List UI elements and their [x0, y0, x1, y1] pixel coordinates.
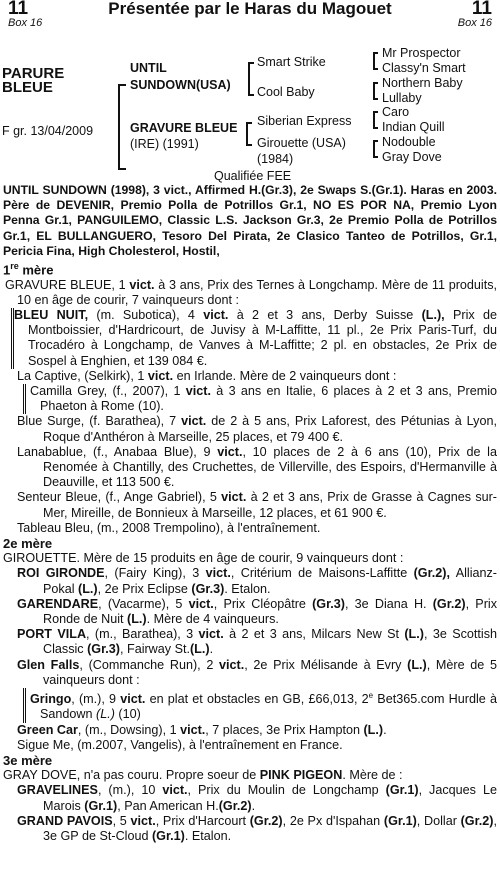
- produce-roi-gironde: ROI GIRONDE, (Fairy King), 3 vict., Critérium de Maisons-Laffitte (Gr.2), Allianz-Pokal (L.), 2e Prix Eclipse (Gr.3). Etalon.: [17, 566, 497, 596]
- bracket-line: [248, 94, 254, 96]
- g3-ancestor: Lullaby: [382, 91, 422, 105]
- bracket-line: [248, 62, 250, 96]
- section-second-dam: 2e mère: [3, 536, 53, 551]
- lot-number-right: 11: [471, 0, 492, 19]
- bracket-line: [373, 82, 375, 99]
- bracket-line: [373, 98, 378, 100]
- dam-origin: (IRE) (1991): [130, 137, 199, 151]
- g3-ancestor: Indian Quill: [382, 120, 445, 134]
- produce-lanabablue: Lanabablue, (f., Anabaa Blue), 9 vict., 10 places de 2 à 6 ans (10), Prix de la Renomée à Chantilly, des Cruchettes, de Villerville, des Espoirs, d'Hermanville à Deauville, et 113 500 €.: [17, 444, 497, 490]
- produce-camilla-grey: Camilla Grey, (f., 2007), 1 vict. à 3 ans en Italie, 6 places à 2 et 3 ans, Premio Phaeton à Rome (10).: [30, 383, 497, 414]
- produce-sigue-me: Sigue Me, (m.2007, Vangelis), à l'entraînement en France.: [17, 737, 343, 752]
- bracket-line: [373, 82, 378, 84]
- bracket-line: [373, 127, 378, 129]
- bracket-line: [373, 140, 378, 142]
- bracket-line: [373, 52, 378, 54]
- first-dam-entry: GRAVURE BLEUE, 1 vict. à 3 ans, Prix des Ternes à Longchamp. Mère de 11 produits, 10 en âge de courir, 7 vainqueurs dont :: [5, 277, 497, 307]
- produce-gringo: Gringo, (m.), 9 vict. en plat et obstacles en GB, £66,013, 2e Bet365.com Hurdle à Sandown (L.) (10): [30, 691, 497, 722]
- produce-port-vila: PORT VILA, (m., Barathea), 3 vict. à 2 et 3 ans, Milcars New St (L.), 3e Scottish Classic (Gr.3), Fairway St.(L.).: [17, 627, 497, 657]
- section-third-dam: 3e mère: [3, 753, 53, 769]
- produce-la-captive: La Captive, (Selkirk), 1 vict. en Irlande. Mère de 2 vainqueurs dont :: [17, 368, 397, 383]
- box-label-right: Box 16: [457, 17, 492, 29]
- sire-summary: UNTIL SUNDOWN (1998), 3 vict., Affirmed H.(Gr.3), 2e Swaps S.(Gr.1). Haras en 2003. Père de DEVENIR, Premio Polla de Potrillos Gr.1, NO ES POR NA, Premio Lyon Penna Gr.1, PANGUILEMO, Classic L.S. Jackson Gr.3, 2e Premio Polla de Potrillos Gr.1, EL BULLANGUERO, Tesoro Del Pirata, 2e Clasico Tanteo de Potrillos, Gr.1, Pericia Fina, High Cholesterol, Hostil,: [3, 183, 497, 258]
- third-dam-entry: GRAY DOVE, n'a pas couru. Propre soeur de PINK PIGEON. Mère de :: [3, 768, 403, 783]
- bracket-line: [373, 140, 375, 157]
- produce-tableau-bleu: Tableau Bleu, (m., 2008 Trempolino), à l'entraînement.: [17, 520, 321, 535]
- g3-ancestor: Caro: [382, 105, 410, 119]
- catalogue-body: [3, 183, 497, 844]
- bracket-line: [118, 84, 120, 170]
- g3-ancestor: Nodouble: [382, 135, 436, 149]
- catalogue-header: [8, 0, 492, 34]
- bracket-line: [118, 84, 126, 86]
- bracket-line: [373, 52, 375, 69]
- dam-name: GRAVURE BLEUE: [130, 121, 238, 135]
- produce-bleu-nuit: BLEU NUIT, (m. Subotica), 4 vict. à 2 et 3 ans, Derby Suisse (L.), Prix de Montboissier, d'Hardricourt, de Juvisy à M-Laffitte, 11 pl., 2e Prix Paris-Turf, du Trocadéro à Longchamp, de Vanves à M-Laffitte; 2 pl. en obstacles, 2e Prix de Sospel à Enghien, et 139 084 €.: [14, 307, 497, 368]
- g3-ancestor: Classy'n Smart: [382, 61, 466, 75]
- produce-glen-falls: Glen Falls, (Commanche Run), 2 vict., 2e Prix Mélisande à Evry (L.), Mère de 5 vainqueurs dont :: [17, 657, 497, 687]
- dam-sire: Siberian Express: [257, 114, 352, 128]
- produce-garendare: GARENDARE, (Vacarme), 5 vict., Prix Cléopâtre (Gr.3), 3e Diana H. (Gr.2), Prix Ronde de Nuit (L.). Mère de 4 vainqueurs.: [17, 596, 497, 627]
- sire-sire: Smart Strike: [257, 55, 326, 69]
- produce-group: [23, 384, 497, 414]
- bracket-line: [246, 144, 252, 146]
- bracket-line: [373, 111, 378, 113]
- bracket-line: [373, 111, 375, 128]
- pedigree-table: [0, 44, 500, 192]
- horse-name: PARURE BLEUE: [2, 65, 65, 96]
- bracket-line: [246, 122, 248, 146]
- g3-ancestor: Northern Baby: [382, 76, 463, 90]
- sire-dam: Cool Baby: [257, 85, 315, 99]
- g3-ancestor: Gray Dove: [382, 150, 442, 164]
- horse-info: F gr. 13/04/2009: [2, 124, 94, 138]
- produce-blue-surge: Blue Surge, (f. Barathea), 7 vict. de 2 à 5 ans, Prix Laforest, des Pétunias à Lyon, Roque d'Anthéron à Marseille, 25 places, et 79 400 €.: [17, 414, 497, 444]
- bracket-line: [373, 68, 378, 70]
- sire-name: UNTIL SUNDOWN(USA): [130, 61, 231, 92]
- g3-ancestor: Mr Prospector: [382, 46, 461, 60]
- produce-group: [11, 308, 497, 369]
- produce-green-car: Green Car, (m., Dowsing), 1 vict., 7 places, 3e Prix Hampton (L.).: [17, 722, 387, 737]
- dam-dam: Girouette (USA): [257, 136, 346, 150]
- consignor-title: Présentée par le Haras du Magouet: [108, 0, 392, 18]
- produce-grand-pavois: GRAND PAVOIS, 5 vict., Prix d'Harcourt (Gr.2), 2e Px d'Ispahan (Gr.1), Dollar (Gr.2), 3e GP de St-Cloud (Gr.1). Etalon.: [17, 813, 497, 844]
- second-dam-entry: GIROUETTE. Mère de 15 produits en âge de courir, 9 vainqueurs dont :: [3, 551, 404, 566]
- bracket-line: [248, 62, 254, 64]
- produce-senteur-bleue: Senteur Bleue, (f., Ange Gabriel), 5 vict. à 2 et 3 ans, Prix de Grasse à Cagnes sur-Mer, Mireille, de Bonnieux à Marseille, 12 places, et 61 900 €.: [17, 490, 498, 520]
- produce-gravelines: GRAVELINES, (m.), 10 vict., Prix du Moulin de Longchamp (Gr.1), Jacques Le Marois (Gr.1), Pan American H.(Gr.2).: [17, 783, 497, 813]
- produce-group: [23, 688, 497, 723]
- lot-number-left: 11: [8, 0, 29, 19]
- qualification-note: Qualifiée FEE: [214, 169, 292, 183]
- section-first-dam: 1re mère: [3, 261, 54, 278]
- box-label-left: Box 16: [8, 17, 43, 29]
- bracket-line: [118, 168, 126, 170]
- bracket-line: [246, 122, 252, 124]
- bracket-line: [373, 156, 378, 158]
- dam-dam-year: (1984): [257, 152, 294, 166]
